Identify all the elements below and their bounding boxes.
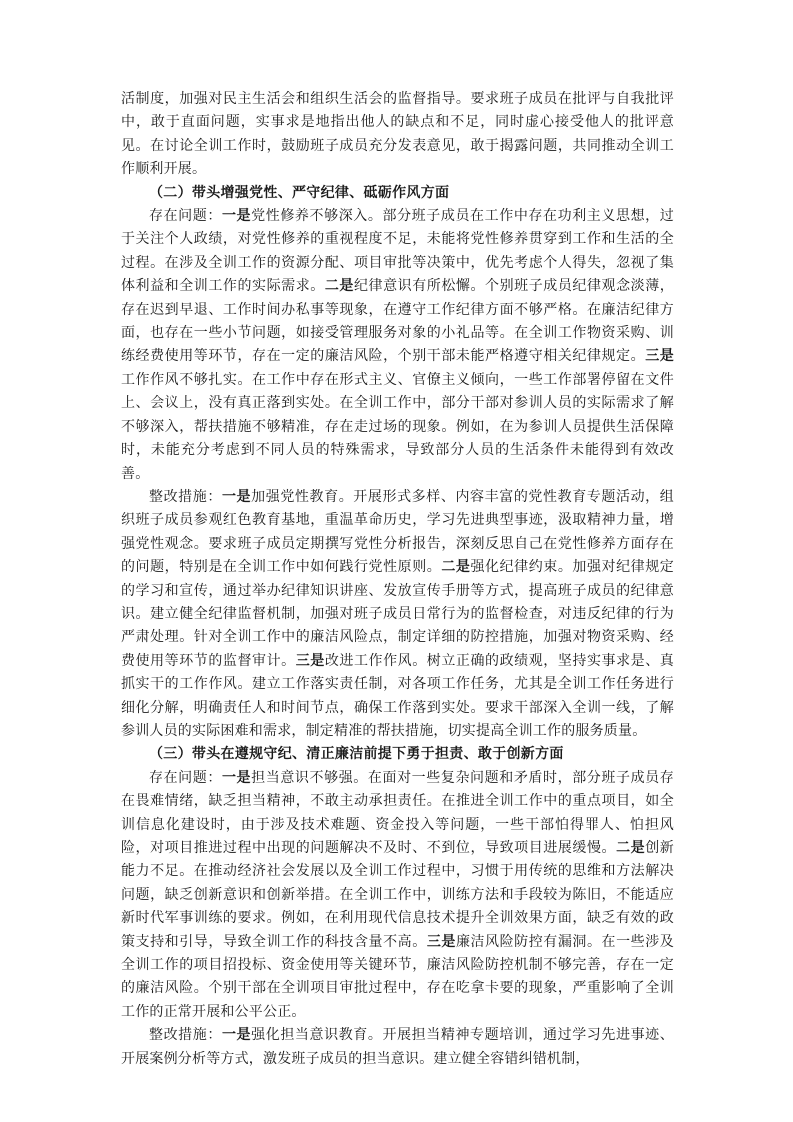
measure-1-marker: 一是 — [221, 488, 252, 505]
section-3-heading: （三）带头在遵规守纪、清正廉洁前提下勇于担责、敢于创新方面 — [149, 746, 564, 763]
measure-1-marker: 一是 — [221, 1027, 252, 1044]
point-1-marker: 一是 — [221, 769, 252, 786]
measures-lead: 整改措施： — [149, 488, 222, 505]
measure-1-text: 强化担当意识教育。开展担当精神专题培训，通过学习先进事迹、开展案例分析等方式，激发班子成员的担当意识。建立健全容错纠错机制， — [121, 1027, 674, 1067]
point-3-marker: 三是 — [426, 933, 456, 950]
point-2-text: 纪律意识有所松懈。个别班子成员纪律观念淡薄，存在迟到早退、工作时间办私事等现象，在遵守工作纪律方面不够严格。在廉洁纪律方面，也存在一些小节问题，如接受管理服务对象的小礼品等。在全训工作物资采购、训练经费使用等环节，存在一定的廉洁风险，个别干部未能严格遵守相关纪律规定。 — [121, 278, 674, 365]
section-2-problems — [121, 205, 674, 486]
section-3-measures — [121, 1024, 674, 1071]
point-1-marker: 一是 — [221, 208, 252, 225]
intro-paragraph: 活制度，加强对民主生活会和组织生活会的监督指导。要求班子成员在批评与自我批评中，敢于直面问题，实事求是地指出他人的缺点和不足，同时虚心接受他人的批评意见。在讨论全训工作时，鼓励班子成员充分发表意见，敢于揭露问题，共同推动全训工作顺利开展。 — [121, 91, 674, 178]
point-3-text: 廉洁风险防控有漏洞。在一些涉及全训工作的项目招投标、资金使用等关键环节，廉洁风险防控机制不够完善，存在一定的廉洁风险。个别干部在全训项目审批过程中，存在吃拿卡要的现象，严重影响了全训工作的正常开展和公平公正。 — [121, 933, 675, 1020]
point-2-marker: 二是 — [616, 840, 646, 856]
measure-3-text: 改进工作作风。树立正确的政绩观，坚持实事求是、真抓实干的工作作风。建立工作落实责任制，对各项工作任务，尤其是全训工作任务进行细化分解，明确责任人和时间节点，确保工作落到实处。要求干部深入全训一线，了解参训人员的实际困难和需求，制定精准的帮扶措施，切实提高全训工作的服务质量。 — [121, 652, 674, 739]
point-3-text: 工作作风不够扎实。在工作中存在形式主义、官僚主义倾向，一些工作部署停留在文件上、会议上，没有真正落到实处。在全训工作中，部分干部对参训人员的实际需求了解不够深入，帮扶措施不够精准，存在走过场的现象。例如，在为参训人员提供生活保障时，未能充分考虑到不同人员的特殊需求，导致部分人员的生活条件未能得到有效改善。 — [121, 371, 674, 482]
document-page — [121, 88, 674, 1071]
measure-2-marker: 二是 — [441, 559, 471, 576]
section-2-heading: （二）带头增强党性、严守纪律、砥砺作风方面 — [149, 184, 450, 201]
measure-3-marker: 三是 — [295, 652, 325, 669]
section-2-measures — [121, 486, 674, 743]
point-1-text: 党性修养不够深入。部分班子成员在工作中存在功利主义思想，过于关注个人政绩，对党性修养的重视程度不足，未能将党性修养贯穿到工作和生活的全过程。在涉及全训工作的资源分配、项目审批等决策中，优先考虑个人得失，忽视了集体利益和全训工作的实际需求。 — [121, 208, 674, 295]
point-2-marker: 二是 — [324, 278, 354, 295]
measure-1-text: 加强党性教育。开展形式多样、内容丰富的党性教育专题活动，组织班子成员参观红色教育基地，重温革命历史，学习先进典型事迹，汲取精神力量，增强党性观念。要求班子成员定期撰写党性分析报告，深刻反思自己在党性修养方面存在的问题，特别是在全训工作中如何践行党性原则。 — [121, 488, 674, 576]
problems-lead: 存在问题： — [149, 208, 222, 225]
measures-lead: 整改措施： — [149, 1027, 222, 1044]
point-3-marker: 三是 — [645, 348, 674, 365]
measure-2-text: 强化纪律约束。加强对纪律规定的学习和宣传，通过举办纪律知识讲座、发放宣传手册等方式，提高班子成员的纪律意识。建立健全纪律监督机制，加强对班子成员日常行为的监督检查，对违反纪律的行为严肃处理。针对全训工作中的廉洁风险点，制定详细的防控措施，加强对物资采购、经费使用等环节的监督审计。 — [121, 559, 674, 669]
problems-lead: 存在问题： — [149, 769, 222, 786]
section-3-problems — [121, 767, 674, 1024]
point-1-text: 担当意识不够强。在面对一些复杂问题和矛盾时，部分班子成员存在畏难情绪，缺乏担当精神，不敢主动承担责任。在推进全训工作中的重点项目，如全训信息化建设时，由于涉及技术难题、资金投入等问题，一些干部怕得罪人、怕担风险，对项目推进过程中出现的问题解决不及时、不到位，导致项目进展缓慢。 — [121, 769, 674, 856]
point-2-text: 创新能力不足。在推动经济社会发展以及全训工作过程中，习惯于用传统的思维和方法解决问题，缺乏创新意识和创新举措。在全训工作中，训练方法和手段较为陈旧，不能适应新时代军事训练的要求。例如，在利用现代信息技术提升全训效果方面，缺乏有效的政策支持和引导，导致全训工作的科技含量不高。 — [121, 840, 674, 950]
